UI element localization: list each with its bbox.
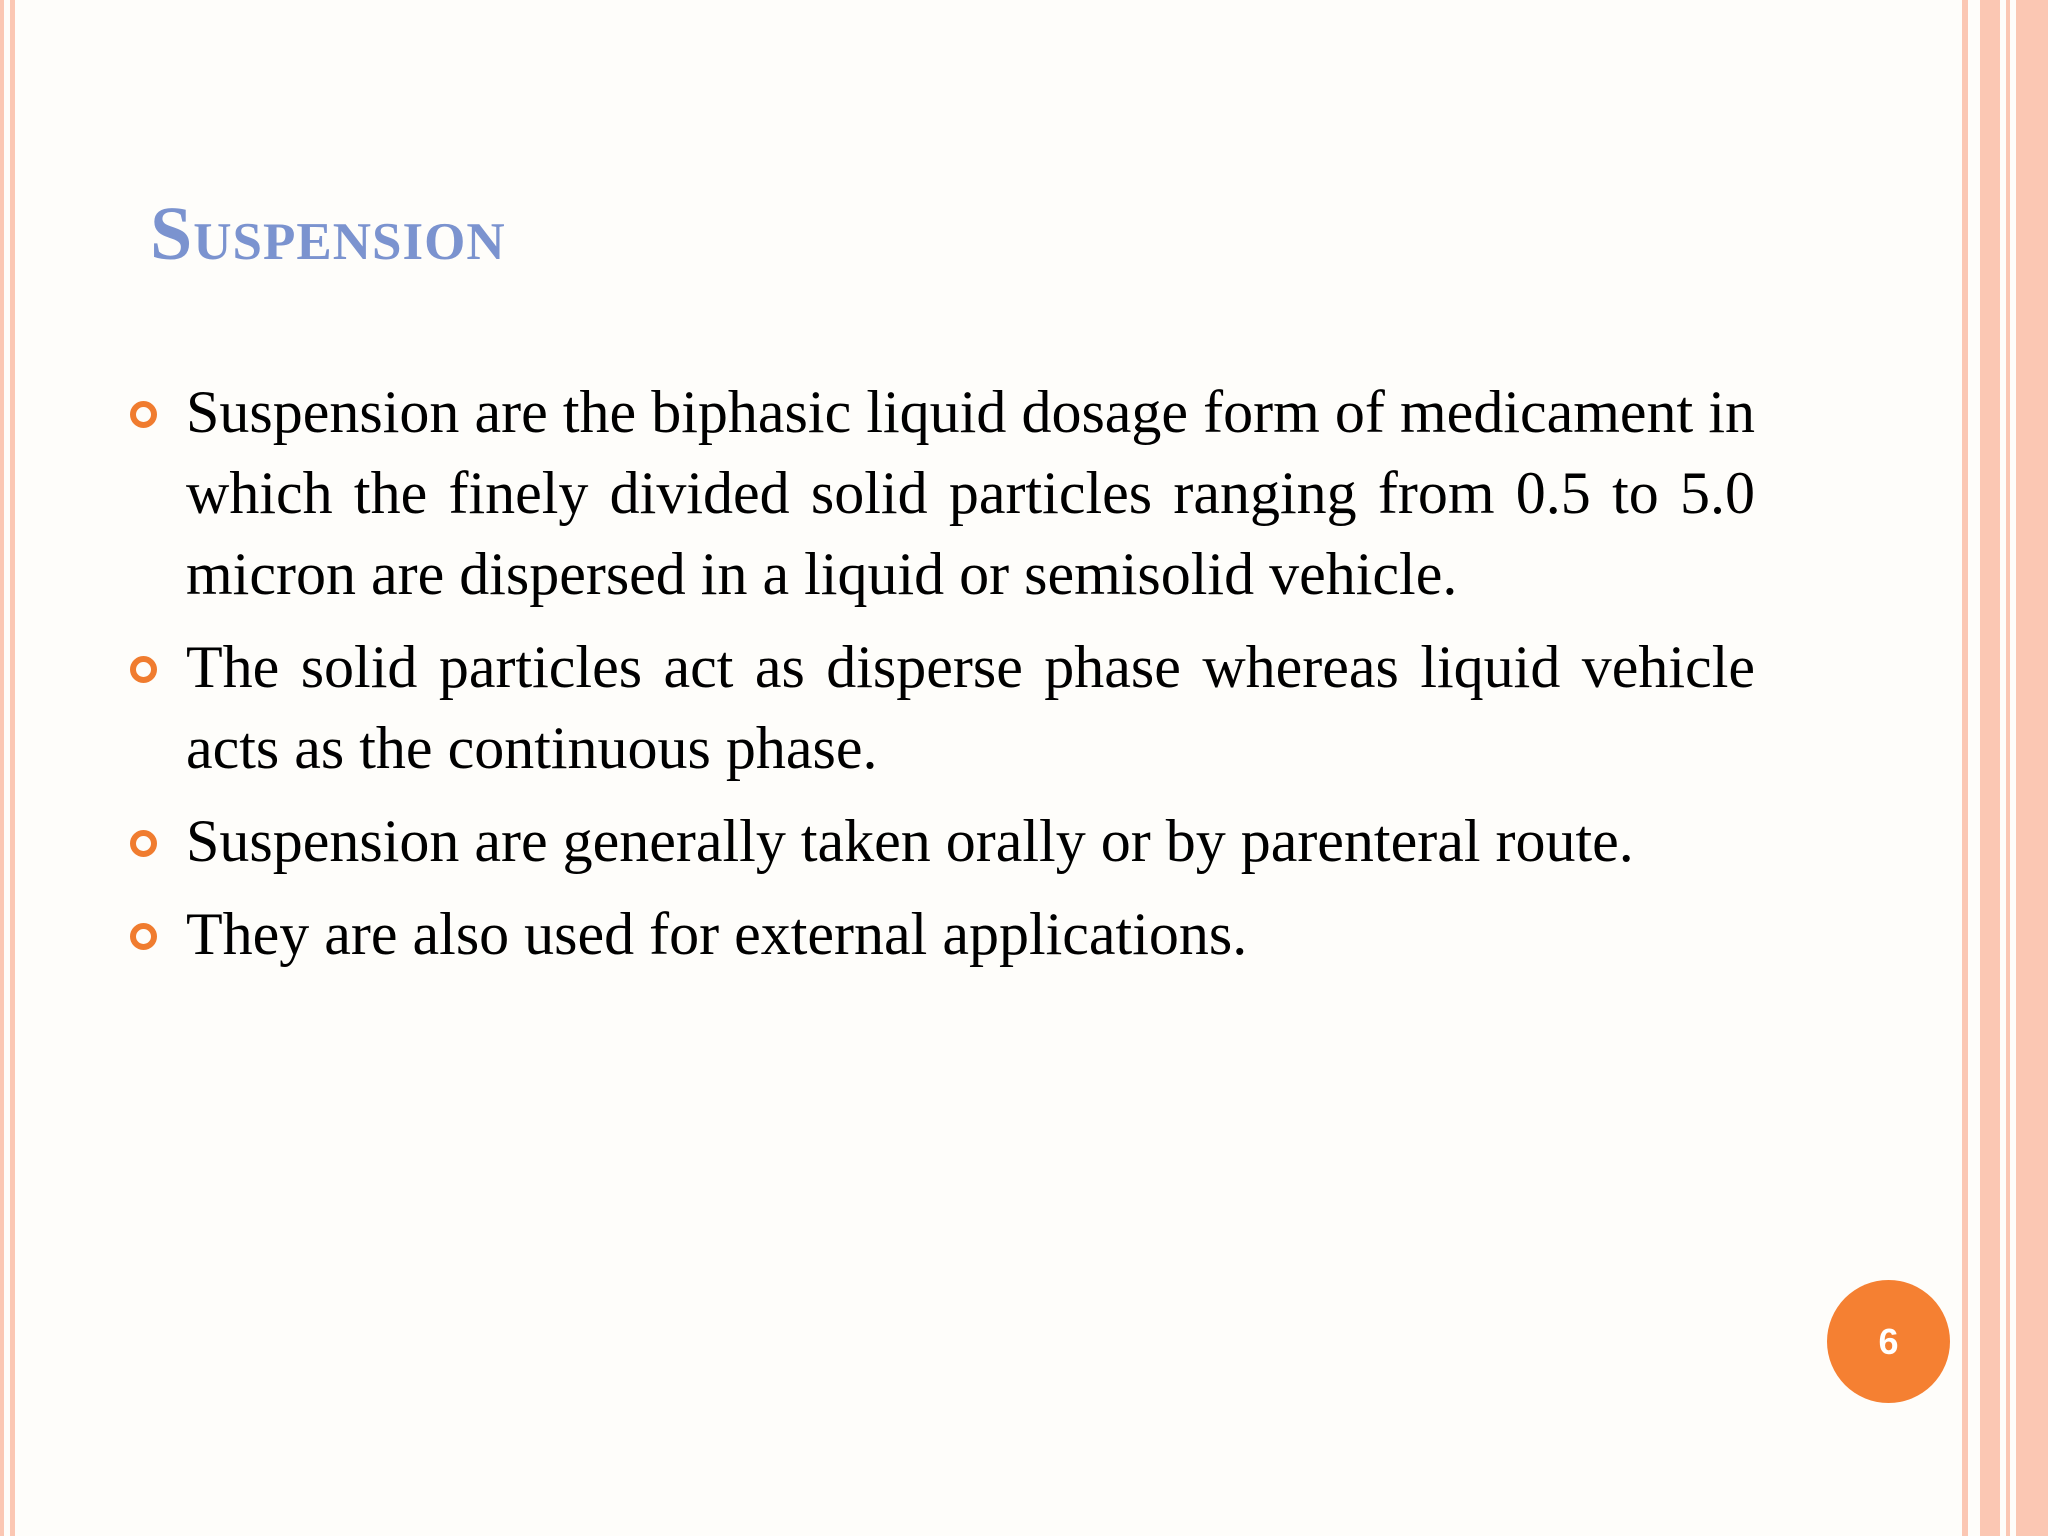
bullet-item bbox=[120, 894, 1755, 975]
bullet-text: Suspension are the biphasic liquid dosage form of medicament in which the finely divided solid particles ranging from 0.5 to 5.0 micron are dispersed in a liquid or semisolid vehicle. bbox=[186, 379, 1755, 607]
right-border-stripe bbox=[2006, 0, 2010, 1536]
slide-title: Suspension bbox=[150, 192, 506, 276]
bullet-item bbox=[120, 627, 1755, 789]
left-border-stripe bbox=[0, 0, 4, 1536]
bullet-item bbox=[120, 801, 1755, 882]
hollow-circle-icon bbox=[130, 923, 157, 950]
bullet-text: They are also used for external applications. bbox=[186, 901, 1248, 967]
bullet-list bbox=[120, 372, 1755, 987]
right-border-stripe bbox=[1962, 0, 1968, 1536]
page-number-badge: 6 bbox=[1827, 1280, 1950, 1403]
right-border-stripe bbox=[2016, 0, 2048, 1536]
hollow-circle-icon bbox=[130, 401, 157, 428]
left-border-stripe bbox=[10, 0, 15, 1536]
right-border-stripe bbox=[1980, 0, 2000, 1536]
hollow-circle-icon bbox=[130, 830, 157, 857]
bullet-text: The solid particles act as disperse phase whereas liquid vehicle acts as the continuous phase. bbox=[186, 634, 1755, 781]
bullet-text: Suspension are generally taken orally or by parenteral route. bbox=[186, 808, 1634, 874]
bullet-item bbox=[120, 372, 1755, 615]
hollow-circle-icon bbox=[130, 656, 157, 683]
